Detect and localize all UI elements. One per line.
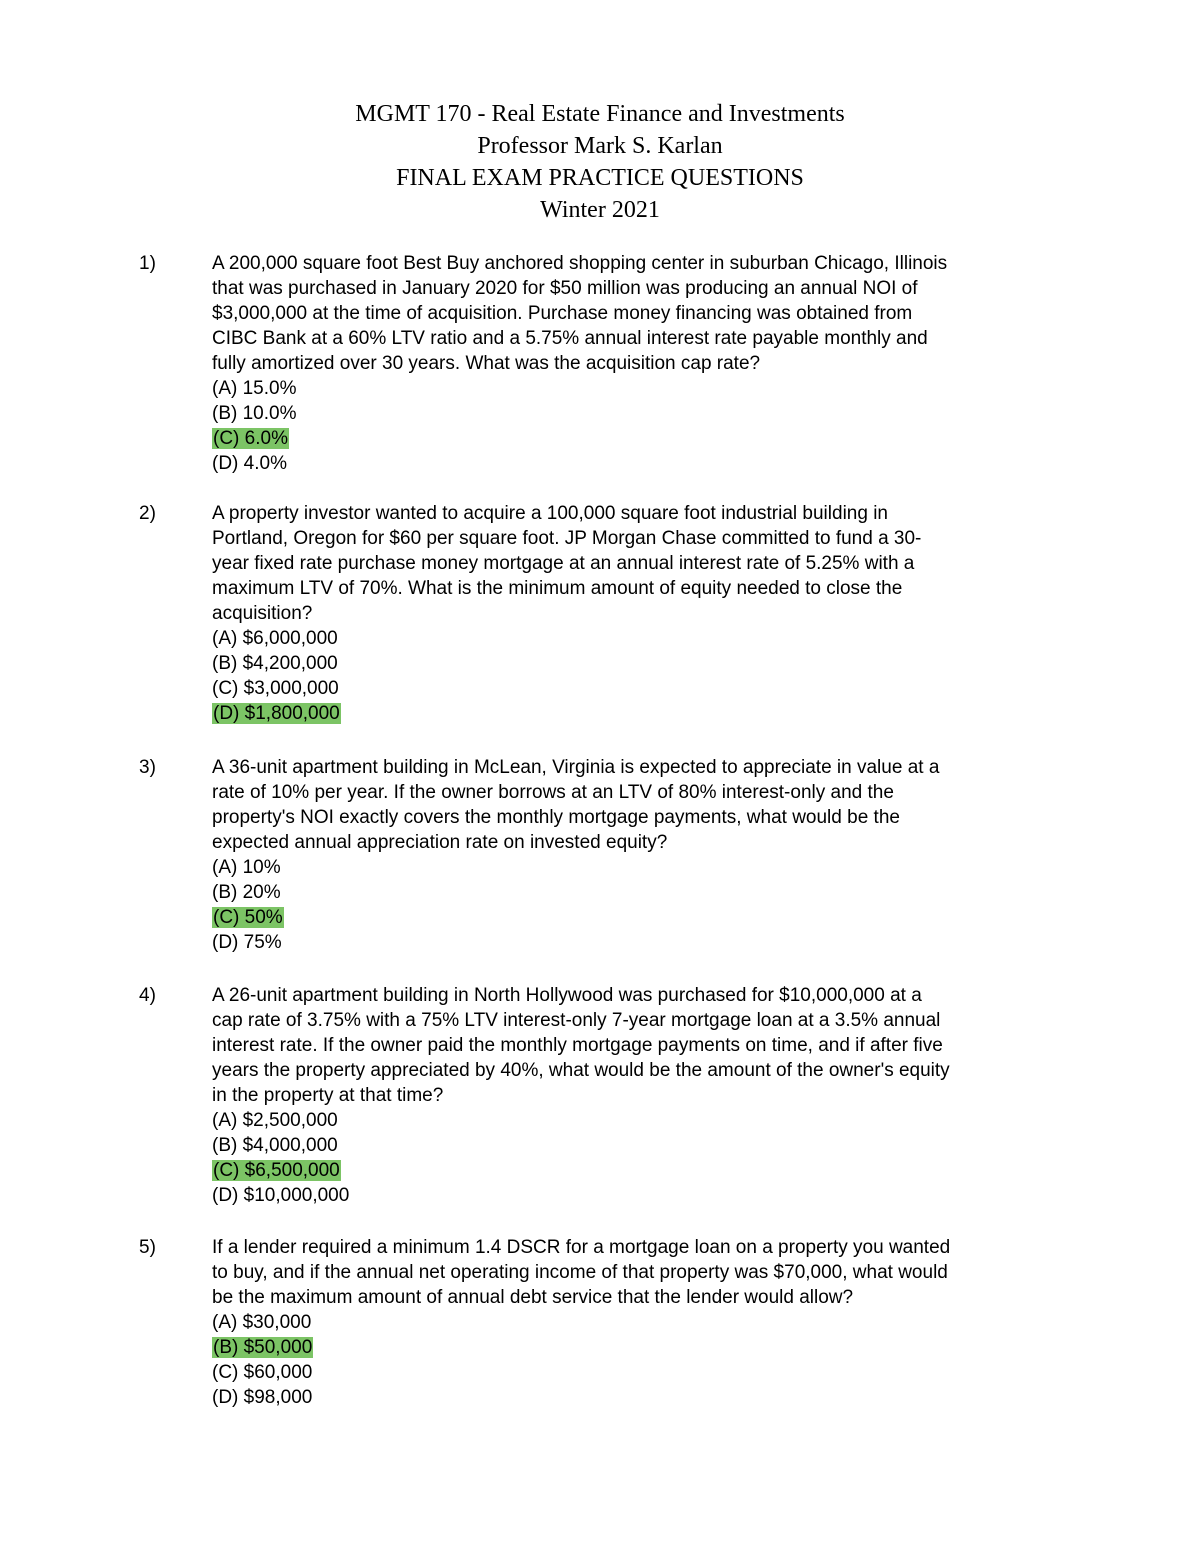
question-number: 4)	[139, 985, 156, 1006]
answer-option	[212, 426, 1072, 451]
question-5	[0, 1235, 1200, 1410]
correct-answer-highlight: (C) $6,500,000	[213, 1160, 340, 1181]
question-number: 3)	[139, 757, 156, 778]
question-2	[0, 501, 1200, 726]
question-text-line: acquisition?	[212, 603, 313, 624]
question-text-line: be the maximum amount of annual debt service that the lender would allow?	[212, 1287, 854, 1308]
answer-option: (D) 4.0%	[212, 453, 287, 474]
answer-option: (A) 15.0%	[212, 378, 297, 399]
correct-answer-highlight: (B) $50,000	[213, 1337, 313, 1358]
correct-answer-highlight: (D) $1,800,000	[213, 703, 340, 724]
correct-answer-highlight: (C) 50%	[213, 907, 283, 928]
answer-option: (A) $2,500,000	[212, 1110, 338, 1131]
professor-name: Professor Mark S. Karlan	[477, 133, 723, 159]
correct-answer-highlight: (C) 6.0%	[213, 428, 288, 449]
question-1	[0, 251, 1200, 476]
answer-option: (A) $30,000	[212, 1312, 312, 1333]
answer-option: (B) 10.0%	[212, 403, 297, 424]
answer-option: (B) $4,200,000	[212, 653, 338, 674]
question-text-line: Portland, Oregon for $60 per square foot. JP Morgan Chase committed to fund a 30-	[212, 528, 922, 549]
term: Winter 2021	[540, 197, 660, 223]
question-text-line: CIBC Bank at a 60% LTV ratio and a 5.75% annual interest rate payable monthly and	[212, 328, 928, 349]
question-text-line: fully amortized over 30 years. What was the acquisition cap rate?	[212, 353, 761, 374]
question-text-line: expected annual appreciation rate on invested equity?	[212, 832, 668, 853]
question-3	[0, 755, 1200, 955]
question-text-line: A property investor wanted to acquire a 100,000 square foot industrial building in	[212, 503, 888, 524]
answer-option	[212, 1335, 1072, 1360]
question-text-line: cap rate of 3.75% with a 75% LTV interest-only 7-year mortgage loan at a 3.5% annual	[212, 1010, 941, 1031]
answer-option: (D) $98,000	[212, 1387, 313, 1408]
course-title: MGMT 170 - Real Estate Finance and Investments	[355, 101, 845, 127]
question-text-line: in the property at that time?	[212, 1085, 444, 1106]
question-text-line: year fixed rate purchase money mortgage at an annual interest rate of 5.25% with a	[212, 553, 915, 574]
question-text-line: A 36-unit apartment building in McLean, Virginia is expected to appreciate in value at a	[212, 757, 940, 778]
answer-option	[212, 701, 1072, 726]
question-text-line: A 26-unit apartment building in North Hollywood was purchased for $10,000,000 at a	[212, 985, 922, 1006]
question-text-line: property's NOI exactly covers the monthly mortgage payments, what would be the	[212, 807, 900, 828]
question-text-line: rate of 10% per year. If the owner borrows at an LTV of 80% interest-only and the	[212, 782, 894, 803]
question-text-line: A 200,000 square foot Best Buy anchored shopping center in suburban Chicago, Illinois	[212, 253, 948, 274]
question-number: 2)	[139, 503, 156, 524]
answer-option: (D) $10,000,000	[212, 1185, 350, 1206]
answer-option: (B) 20%	[212, 882, 281, 903]
question-text-line: to buy, and if the annual net operating income of that property was $70,000, what would	[212, 1262, 948, 1283]
exam-title: FINAL EXAM PRACTICE QUESTIONS	[396, 165, 804, 191]
answer-option: (B) $4,000,000	[212, 1135, 338, 1156]
question-text-line: maximum LTV of 70%. What is the minimum amount of equity needed to close the	[212, 578, 903, 599]
question-text-line: that was purchased in January 2020 for $50 million was producing an annual NOI of	[212, 278, 918, 299]
question-number: 1)	[139, 253, 156, 274]
question-text-line: If a lender required a minimum 1.4 DSCR for a mortgage loan on a property you wanted	[212, 1237, 951, 1258]
answer-option: (D) 75%	[212, 932, 282, 953]
question-text-line: years the property appreciated by 40%, what would be the amount of the owner's equity	[212, 1060, 950, 1081]
answer-option	[212, 1158, 1072, 1183]
question-number: 5)	[139, 1237, 156, 1258]
answer-option	[212, 905, 1072, 930]
answer-option: (A) $6,000,000	[212, 628, 338, 649]
exam-header	[0, 98, 1200, 226]
question-4	[0, 983, 1200, 1208]
answer-option: (C) $3,000,000	[212, 678, 339, 699]
question-text-line: $3,000,000 at the time of acquisition. Purchase money financing was obtained from	[212, 303, 913, 324]
answer-option: (A) 10%	[212, 857, 281, 878]
answer-option: (C) $60,000	[212, 1362, 313, 1383]
question-text-line: interest rate. If the owner paid the monthly mortgage payments on time, and if after five	[212, 1035, 943, 1056]
